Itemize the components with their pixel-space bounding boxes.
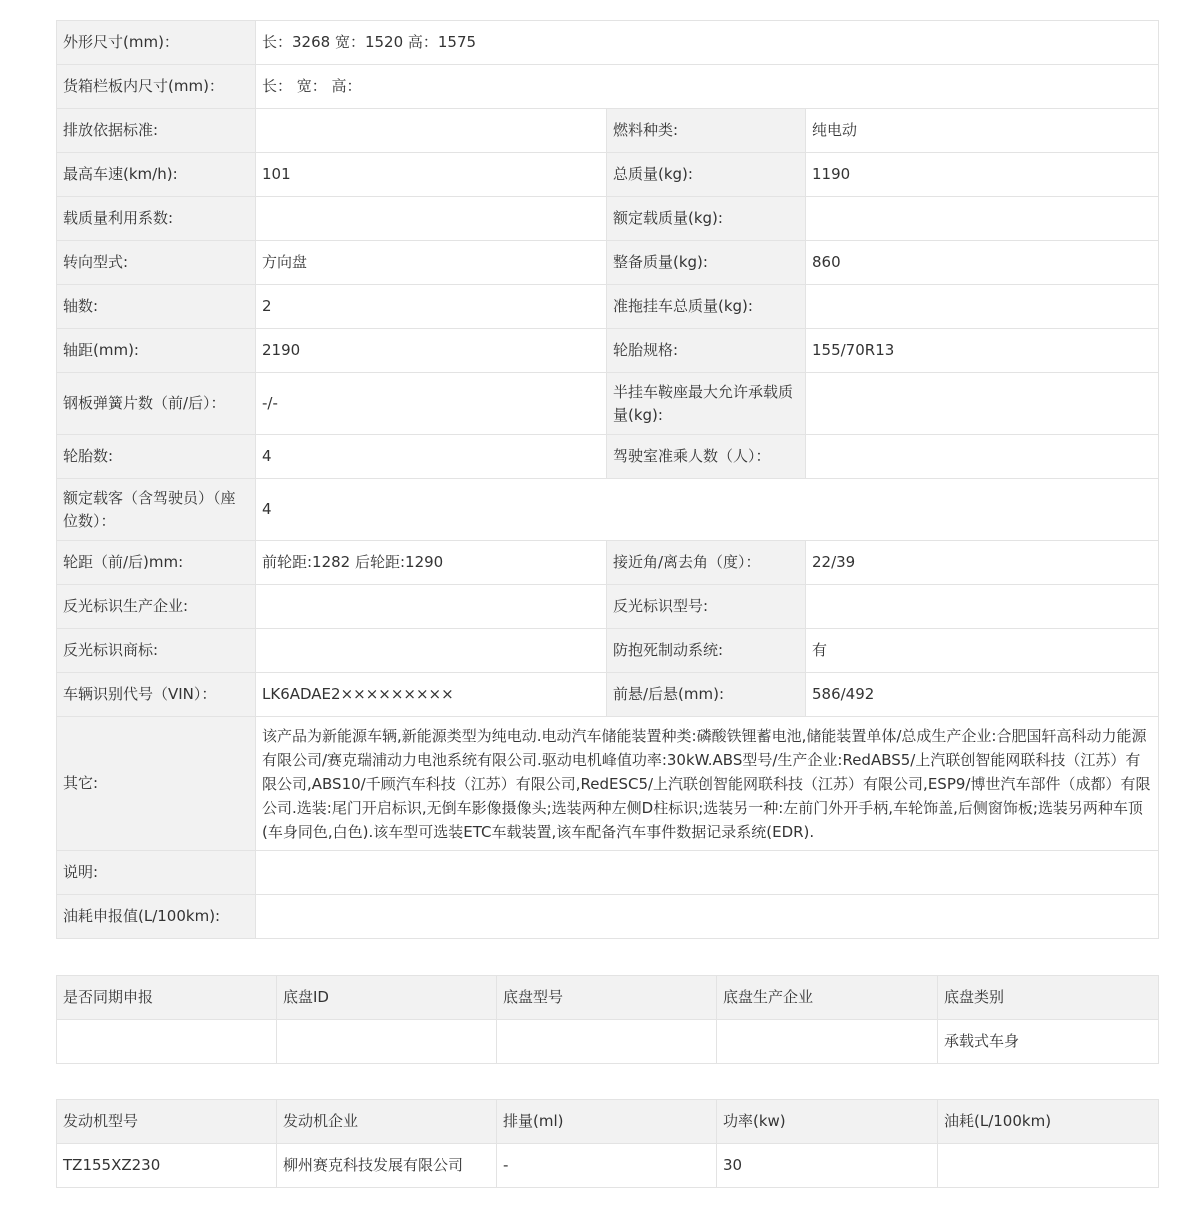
spec-label: 反光标识商标: bbox=[57, 629, 256, 673]
spec-row bbox=[57, 153, 1159, 197]
chassis-body bbox=[57, 976, 1159, 1064]
spec-row bbox=[57, 435, 1159, 479]
spec-label: 转向型式: bbox=[57, 241, 256, 285]
spec-label: 总质量(kg): bbox=[607, 153, 806, 197]
spec-value bbox=[256, 851, 1159, 895]
spec-label: 最高车速(km/h): bbox=[57, 153, 256, 197]
spec-label: 货箱栏板内尺寸(mm)： bbox=[57, 65, 256, 109]
spec-label: 外形尺寸(mm)： bbox=[57, 21, 256, 65]
spec-label: 半挂车鞍座最大允许承载质量(kg): bbox=[607, 373, 806, 435]
spec-value bbox=[256, 109, 607, 153]
spec-value bbox=[806, 197, 1159, 241]
spec-label: 轮胎规格: bbox=[607, 329, 806, 373]
spec-label: 燃料种类: bbox=[607, 109, 806, 153]
spec-value: 有 bbox=[806, 629, 1159, 673]
spec-row bbox=[57, 673, 1159, 717]
spec-row bbox=[57, 717, 1159, 851]
engine-row bbox=[57, 1144, 1159, 1188]
spec-value: 22/39 bbox=[806, 541, 1159, 585]
chassis-header-cell: 是否同期申报 bbox=[57, 976, 277, 1020]
spec-row bbox=[57, 65, 1159, 109]
spec-label: 反光标识型号: bbox=[607, 585, 806, 629]
engine-header-cell: 排量(ml) bbox=[497, 1100, 717, 1144]
spec-value bbox=[256, 629, 607, 673]
spec-label: 接近角/离去角（度）： bbox=[607, 541, 806, 585]
chassis-header-cell: 底盘生产企业 bbox=[717, 976, 938, 1020]
spec-label: 轴距(mm): bbox=[57, 329, 256, 373]
spec-value: 155/70R13 bbox=[806, 329, 1159, 373]
spec-row bbox=[57, 541, 1159, 585]
engine-header-cell: 油耗(L/100km) bbox=[938, 1100, 1159, 1144]
spec-value bbox=[256, 197, 607, 241]
engine-cell: 30 bbox=[717, 1144, 938, 1188]
engine-header-cell: 功率(kw) bbox=[717, 1100, 938, 1144]
spec-label: 排放依据标准: bbox=[57, 109, 256, 153]
spec-value: LK6ADAE2××××××××× bbox=[256, 673, 607, 717]
engine-header-cell: 发动机企业 bbox=[277, 1100, 497, 1144]
chassis-header-cell: 底盘型号 bbox=[497, 976, 717, 1020]
spec-label: 防抱死制动系统: bbox=[607, 629, 806, 673]
spec-row bbox=[57, 585, 1159, 629]
chassis-row bbox=[57, 1020, 1159, 1064]
spec-value: 长：3268 宽：1520 高：1575 bbox=[256, 21, 1159, 65]
chassis-header-cell: 底盘ID bbox=[277, 976, 497, 1020]
spec-row bbox=[57, 329, 1159, 373]
spec-value: 方向盘 bbox=[256, 241, 607, 285]
spec-value: 长： 宽： 高： bbox=[256, 65, 1159, 109]
spec-label: 载质量利用系数: bbox=[57, 197, 256, 241]
spec-value: 101 bbox=[256, 153, 607, 197]
spec-row bbox=[57, 851, 1159, 895]
spec-value: 前轮距:1282 后轮距:1290 bbox=[256, 541, 607, 585]
engine-cell: - bbox=[497, 1144, 717, 1188]
spec-row bbox=[57, 285, 1159, 329]
spec-value: 4 bbox=[256, 479, 1159, 541]
chassis-cell bbox=[497, 1020, 717, 1064]
spec-value bbox=[806, 435, 1159, 479]
spec-value: 该产品为新能源车辆,新能源类型为纯电动.电动汽车储能装置种类:磷酸铁锂蓄电池,储能装置单体/总成生产企业:合肥国轩高科动力能源有限公司/赛克瑞浦动力电池系统有限公司.驱动电机峰值功率:30kW.ABS型号/生产企业:RedABS5/上汽联创智能网联科技（江苏）有限公司,ABS10/千顾汽车科技（江苏）有限公司,RedESC5/上汽联创智能网联科技（江苏）有限公司,ESP9/博世汽车部件（成都）有限公司.选装:尾门开启标识,无倒车影像摄像头;选装两种左侧D柱标识;选装另一种:左前门外开手柄,车轮饰盖,后侧窗饰板;选装另两种车顶(车身同色,白色).该车型可选装ETC车载装置,该车配备汽车事件数据记录系统(EDR). bbox=[256, 717, 1159, 851]
spec-label: 其它: bbox=[57, 717, 256, 851]
chassis-cell: 承载式车身 bbox=[938, 1020, 1159, 1064]
spec-row bbox=[57, 109, 1159, 153]
spec-row bbox=[57, 479, 1159, 541]
spec-label: 前悬/后悬(mm): bbox=[607, 673, 806, 717]
spec-label: 说明: bbox=[57, 851, 256, 895]
spec-label: 轮距（前/后)mm: bbox=[57, 541, 256, 585]
vehicle-spec-body bbox=[57, 21, 1159, 939]
engine-body bbox=[57, 1100, 1159, 1188]
spec-label: 驾驶室准乘人数（人）： bbox=[607, 435, 806, 479]
spec-value: 860 bbox=[806, 241, 1159, 285]
engine-header-row bbox=[57, 1100, 1159, 1144]
spec-value: 2190 bbox=[256, 329, 607, 373]
chassis-header-cell: 底盘类别 bbox=[938, 976, 1159, 1020]
spec-label: 额定载质量(kg): bbox=[607, 197, 806, 241]
spec-value bbox=[256, 585, 607, 629]
spec-value bbox=[806, 585, 1159, 629]
chassis-table bbox=[56, 975, 1159, 1064]
vehicle-spec-table bbox=[56, 20, 1159, 939]
spec-value: 2 bbox=[256, 285, 607, 329]
spec-value bbox=[256, 895, 1159, 939]
spec-label: 油耗申报值(L/100km): bbox=[57, 895, 256, 939]
engine-header-cell: 发动机型号 bbox=[57, 1100, 277, 1144]
chassis-cell bbox=[277, 1020, 497, 1064]
spec-label: 轴数: bbox=[57, 285, 256, 329]
spec-value: 4 bbox=[256, 435, 607, 479]
spec-label: 车辆识别代号（VIN）： bbox=[57, 673, 256, 717]
spec-label: 额定载客（含驾驶员）（座位数）： bbox=[57, 479, 256, 541]
engine-table bbox=[56, 1099, 1159, 1188]
spec-label: 轮胎数: bbox=[57, 435, 256, 479]
chassis-header-row bbox=[57, 976, 1159, 1020]
spec-label: 整备质量(kg): bbox=[607, 241, 806, 285]
chassis-cell bbox=[717, 1020, 938, 1064]
spec-label: 钢板弹簧片数（前/后）： bbox=[57, 373, 256, 435]
chassis-cell bbox=[57, 1020, 277, 1064]
engine-cell: 柳州赛克科技发展有限公司 bbox=[277, 1144, 497, 1188]
spec-row bbox=[57, 895, 1159, 939]
spec-row bbox=[57, 373, 1159, 435]
spec-value bbox=[806, 373, 1159, 435]
engine-cell bbox=[938, 1144, 1159, 1188]
spec-label: 反光标识生产企业: bbox=[57, 585, 256, 629]
engine-cell: TZ155XZ230 bbox=[57, 1144, 277, 1188]
spec-value: 纯电动 bbox=[806, 109, 1159, 153]
spec-row bbox=[57, 629, 1159, 673]
spec-value: -/- bbox=[256, 373, 607, 435]
spec-value: 586/492 bbox=[806, 673, 1159, 717]
spec-row bbox=[57, 241, 1159, 285]
spec-label: 准拖挂车总质量(kg): bbox=[607, 285, 806, 329]
spec-row bbox=[57, 21, 1159, 65]
spec-value: 1190 bbox=[806, 153, 1159, 197]
spec-value bbox=[806, 285, 1159, 329]
spec-row bbox=[57, 197, 1159, 241]
